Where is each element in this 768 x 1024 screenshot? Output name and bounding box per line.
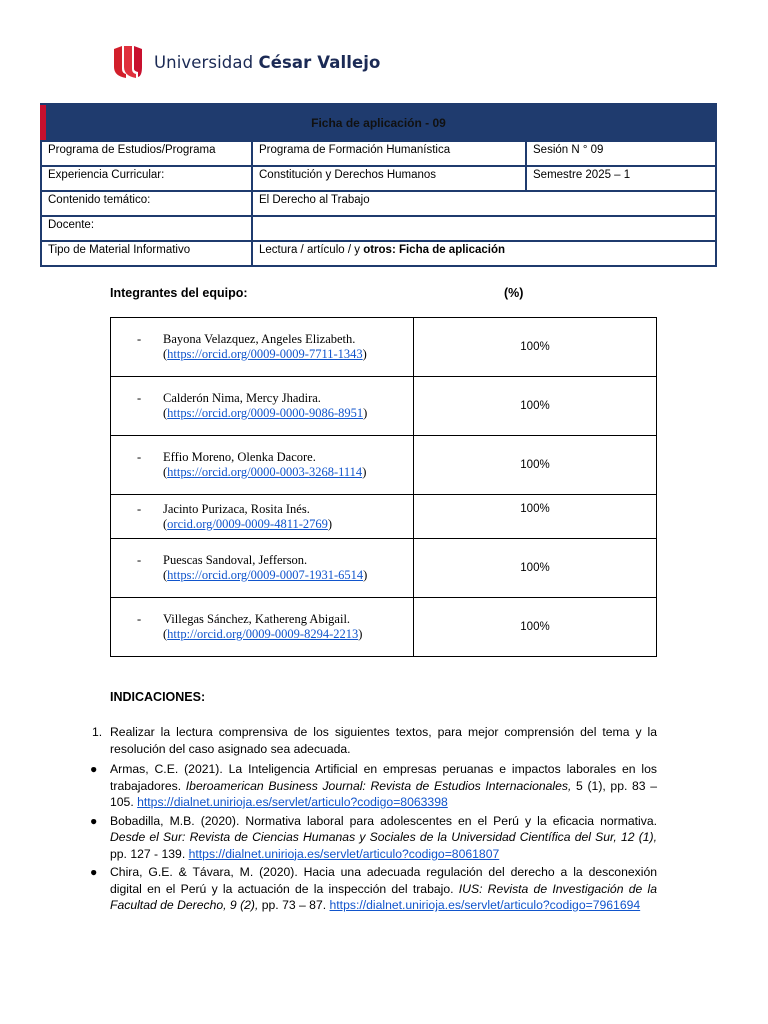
- table-row: [111, 539, 657, 598]
- member-percent: 100%: [414, 318, 657, 377]
- bullet-icon: ●: [90, 865, 98, 879]
- member-cell: - Jacinto Purizaca, Rosita Inés. (orcid.org/0009-0009-4811-2769): [111, 495, 414, 539]
- member-percent: 100%: [414, 598, 657, 657]
- list-dash: -: [137, 501, 142, 516]
- bullet-icon: ●: [90, 762, 98, 776]
- header-title-bar: [42, 105, 715, 140]
- orcid-link[interactable]: orcid.org/0009-0009-4811-2769: [167, 516, 328, 531]
- member-cell: - Bayona Velazquez, Angeles Elizabeth. (https://orcid.org/0009-0009-7711-1343): [111, 318, 414, 377]
- member-cell: - Puescas Sandoval, Jefferson. (https://orcid.org/0009-0007-1931-6514): [111, 539, 414, 598]
- header-row-programa: [42, 140, 715, 165]
- university-logo: [112, 44, 380, 80]
- bullet-icon: ●: [90, 813, 98, 828]
- value-programa: Programa de Formación Humanística: [253, 142, 527, 165]
- member-name: Jacinto Purizaca, Rosita Inés.: [163, 501, 310, 516]
- reference-text: Bobadilla, M.B. (2020). Normativa laboral para adolescentes en el Perú y la eficacia normativa. Desde el Sur: Revista de Ciencias Humanas y Sociales de la Universidad Científica del Sur, 12 (1), pp. 127 - 139. https://dialnet.unirioja.es/servlet/articulo?codigo=8061807: [110, 813, 657, 861]
- header-row-experiencia: [42, 165, 715, 190]
- orcid-link[interactable]: https://orcid.org/0009-0000-9086-8951: [167, 406, 364, 420]
- header-row-docente: [42, 215, 715, 240]
- value-tipo-material: Lectura / artículo / y otros: Ficha de aplicación: [259, 244, 506, 256]
- red-accent-bar: [40, 105, 46, 140]
- list-dash: -: [137, 332, 142, 346]
- orcid-link[interactable]: https://orcid.org/0000-0003-3268-1114: [167, 465, 363, 479]
- list-dash: -: [137, 450, 142, 464]
- member-name: Villegas Sánchez, Kathereng Abigail.: [163, 612, 351, 626]
- team-heading-row: [110, 286, 530, 300]
- list-item: [92, 724, 657, 757]
- value-sesion: Sesión N ° 09: [533, 144, 604, 156]
- member-cell: - Calderón Nima, Mercy Jhadira. (https://orcid.org/0009-0000-9086-8951): [111, 377, 414, 436]
- member-name: Effio Moreno, Olenka Dacore.: [163, 450, 316, 464]
- header-row-contenido: [42, 190, 715, 215]
- label-programa: Programa de Estudios/Programa: [42, 142, 253, 165]
- team-heading: Integrantes del equipo:: [110, 286, 248, 300]
- member-name: Calderón Nima, Mercy Jhadira.: [163, 391, 321, 405]
- table-row: [111, 598, 657, 657]
- member-percent: 100%: [414, 436, 657, 495]
- dialnet-link[interactable]: https://dialnet.unirioja.es/servlet/articulo?codigo=8063398: [137, 795, 448, 809]
- member-cell: - Effio Moreno, Olenka Dacore. (https://orcid.org/0000-0003-3268-1114): [111, 436, 414, 495]
- table-row: [111, 436, 657, 495]
- table-row: [111, 318, 657, 377]
- list-dash: -: [137, 553, 142, 567]
- list-dash: -: [137, 612, 142, 626]
- reference-item: [90, 813, 657, 863]
- percent-heading: (%): [504, 286, 524, 300]
- table-row: [111, 495, 657, 539]
- header-table: [40, 103, 717, 267]
- instruction-text: Realizar la lectura comprensiva de los siguientes textos, para mejor comprensión del tema y la resolución del caso asignado sea adecuada.: [110, 725, 657, 756]
- document-title: Ficha de aplicación - 09: [311, 115, 446, 130]
- label-contenido: Contenido temático:: [42, 192, 253, 215]
- member-name: Puescas Sandoval, Jefferson.: [163, 553, 308, 567]
- member-cell: - Villegas Sánchez, Kathereng Abigail. (http://orcid.org/0009-0009-8294-2213): [111, 598, 414, 657]
- value-semestre: Semestre 2025 – 1: [533, 169, 631, 181]
- member-percent: 100%: [414, 377, 657, 436]
- value-experiencia: Constitución y Derechos Humanos: [253, 167, 527, 190]
- university-name: Universidad César Vallejo: [154, 52, 381, 72]
- table-row: [111, 377, 657, 436]
- orcid-link[interactable]: https://orcid.org/0009-0007-1931-6514: [167, 568, 364, 582]
- reference-text: Chira, G.E. & Távara, M. (2020). Hacia una adecuada regulación del derecho a la desconexión digital en el Perú y la actuación de la inspección del trabajo. IUS: Revista de Investigación de la Facultad de Derecho, 9 (2), pp. 73 – 87. https://dialnet.unirioja.es/servlet/articulo?codigo=7961694: [110, 865, 657, 912]
- member-percent: 100%: [414, 539, 657, 598]
- reference-text: Armas, C.E. (2021). La Inteligencia Artificial en empresas peruanas e impactos laborales en los trabajadores. Iberoamerican Business Journal: Revista de Estudios Internacionales, 5 (1), pp. 83 – 105. https://dialnet.unirioja.es/servlet/articulo?codigo=8063398: [110, 762, 657, 809]
- ucv-logo-icon: [112, 45, 144, 79]
- value-contenido: El Derecho al Trabajo: [259, 194, 370, 206]
- member-percent: 100%: [414, 495, 657, 539]
- label-docente: Docente:: [42, 217, 253, 240]
- orcid-link[interactable]: http://orcid.org/0009-0009-8294-2213: [167, 627, 359, 641]
- indicaciones-list: [90, 724, 657, 916]
- reference-item: [90, 761, 657, 811]
- label-tipo-material: Tipo de Material Informativo: [42, 242, 253, 265]
- indicaciones-title: INDICACIONES:: [110, 690, 206, 704]
- reference-item: [90, 864, 657, 914]
- value-docente: [253, 217, 715, 240]
- orcid-link[interactable]: https://orcid.org/0009-0009-7711-1343: [167, 347, 363, 361]
- label-experiencia: Experiencia Curricular:: [42, 167, 253, 190]
- members-table: [110, 317, 657, 657]
- dialnet-link[interactable]: https://dialnet.unirioja.es/servlet/articulo?codigo=7961694: [329, 898, 641, 912]
- member-name: Bayona Velazquez, Angeles Elizabeth.: [163, 332, 356, 346]
- list-number: 1.: [92, 725, 103, 739]
- header-row-tipo: [42, 240, 715, 265]
- list-dash: -: [137, 391, 142, 405]
- dialnet-link[interactable]: https://dialnet.unirioja.es/servlet/articulo?codigo=8061807: [188, 846, 500, 861]
